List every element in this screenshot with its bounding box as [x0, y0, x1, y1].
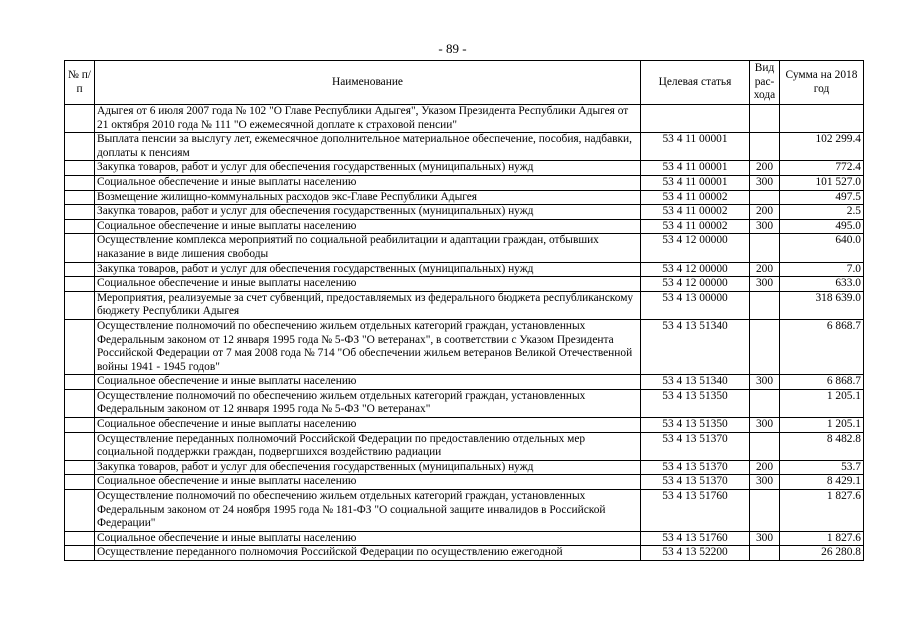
- cell-sum: 101 527.0: [780, 175, 864, 190]
- cell-num: [65, 531, 95, 546]
- cell-num: [65, 432, 95, 460]
- table-row: [65, 432, 864, 460]
- table-row: [65, 375, 864, 390]
- cell-sum: 640.0: [780, 234, 864, 262]
- cell-code: 53 4 13 51340: [641, 319, 750, 374]
- table-row: [65, 105, 864, 133]
- cell-kind: 200: [750, 262, 780, 277]
- cell-num: [65, 375, 95, 390]
- cell-kind: 200: [750, 161, 780, 176]
- cell-name: Возмещение жилищно-коммунальных расходов экс-Главе Республики Адыгея: [95, 190, 641, 205]
- cell-kind: [750, 319, 780, 374]
- cell-num: [65, 161, 95, 176]
- budget-table: [64, 60, 864, 561]
- cell-num: [65, 190, 95, 205]
- cell-code: 53 4 13 51350: [641, 418, 750, 433]
- cell-code: 53 4 13 51760: [641, 490, 750, 532]
- table-row: [65, 175, 864, 190]
- cell-sum: [780, 105, 864, 133]
- cell-sum: 53.7: [780, 460, 864, 475]
- table-row: [65, 490, 864, 532]
- cell-code: 53 4 11 00002: [641, 190, 750, 205]
- cell-code: 53 4 12 00000: [641, 234, 750, 262]
- cell-kind: 300: [750, 418, 780, 433]
- cell-name: Закупка товаров, работ и услуг для обеспечения государственных (муниципальных) нужд: [95, 161, 641, 176]
- cell-name: Социальное обеспечение и иные выплаты населению: [95, 475, 641, 490]
- cell-sum: 7.0: [780, 262, 864, 277]
- cell-code: 53 4 13 00000: [641, 291, 750, 319]
- cell-sum: 1 205.1: [780, 418, 864, 433]
- cell-sum: 497.5: [780, 190, 864, 205]
- cell-num: [65, 105, 95, 133]
- table-row: [65, 460, 864, 475]
- table-row: [65, 389, 864, 417]
- cell-num: [65, 291, 95, 319]
- table-row: [65, 234, 864, 262]
- cell-kind: [750, 291, 780, 319]
- cell-name: Социальное обеспечение и иные выплаты населению: [95, 418, 641, 433]
- cell-name: Осуществление переданных полномочий Российской Федерации по предоставлению отдельных мер социальной поддержки граждан, подвергшихся воздействию радиации: [95, 432, 641, 460]
- header-sum: Сумма на 2018 год: [780, 61, 864, 105]
- cell-name: Осуществление полномочий по обеспечению жильем отдельных категорий граждан, установленных Федеральным законом от 12 января 1995 года № 5-ФЗ "О ветеранах": [95, 389, 641, 417]
- cell-code: 53 4 11 00002: [641, 219, 750, 234]
- cell-kind: [750, 546, 780, 561]
- table-row: [65, 319, 864, 374]
- cell-name: Выплата пенсии за выслугу лет, ежемесячное дополнительное материальное обеспечение, пособия, надбавки, доплаты к пенсиям: [95, 133, 641, 161]
- table-row: [65, 418, 864, 433]
- cell-num: [65, 133, 95, 161]
- header-name: Наименование: [95, 61, 641, 105]
- table-row: [65, 205, 864, 220]
- cell-num: [65, 418, 95, 433]
- cell-code: 53 4 13 51370: [641, 432, 750, 460]
- cell-num: [65, 319, 95, 374]
- table-row: [65, 161, 864, 176]
- cell-num: [65, 234, 95, 262]
- cell-sum: 8 482.8: [780, 432, 864, 460]
- cell-kind: [750, 432, 780, 460]
- cell-code: 53 4 13 51370: [641, 460, 750, 475]
- header-num: № п/п: [65, 61, 95, 105]
- cell-sum: 495.0: [780, 219, 864, 234]
- cell-code: 53 4 11 00002: [641, 205, 750, 220]
- cell-sum: 1 827.6: [780, 490, 864, 532]
- cell-num: [65, 175, 95, 190]
- cell-sum: 772.4: [780, 161, 864, 176]
- table-row: [65, 291, 864, 319]
- header-kind: Вид рас- хода: [750, 61, 780, 105]
- cell-name: Закупка товаров, работ и услуг для обеспечения государственных (муниципальных) нужд: [95, 262, 641, 277]
- cell-name: Социальное обеспечение и иные выплаты населению: [95, 219, 641, 234]
- cell-kind: [750, 105, 780, 133]
- cell-num: [65, 546, 95, 561]
- cell-name: Социальное обеспечение и иные выплаты населению: [95, 375, 641, 390]
- cell-num: [65, 490, 95, 532]
- table-row: [65, 475, 864, 490]
- table-row: [65, 546, 864, 561]
- cell-sum: 1 205.1: [780, 389, 864, 417]
- cell-sum: 1 827.6: [780, 531, 864, 546]
- cell-kind: 200: [750, 460, 780, 475]
- cell-sum: 633.0: [780, 277, 864, 292]
- cell-sum: 2.5: [780, 205, 864, 220]
- cell-code: [641, 105, 750, 133]
- page-number: - 89 -: [438, 41, 467, 56]
- table-body: [65, 105, 864, 561]
- table-row: [65, 531, 864, 546]
- cell-code: 53 4 11 00001: [641, 161, 750, 176]
- cell-sum: 102 299.4: [780, 133, 864, 161]
- cell-code: 53 4 13 52200: [641, 546, 750, 561]
- table-row: [65, 262, 864, 277]
- cell-kind: [750, 490, 780, 532]
- cell-name: Адыгея от 6 июля 2007 года № 102 "О Главе Республики Адыгея", Указом Президента Республики Адыгея от 21 октября 2010 года № 111 "О ежемесячной доплате к страховой пенсии": [95, 105, 641, 133]
- cell-num: [65, 460, 95, 475]
- table-row: [65, 133, 864, 161]
- cell-name: Закупка товаров, работ и услуг для обеспечения государственных (муниципальных) нужд: [95, 460, 641, 475]
- cell-code: 53 4 13 51350: [641, 389, 750, 417]
- cell-code: 53 4 12 00000: [641, 277, 750, 292]
- cell-num: [65, 262, 95, 277]
- cell-num: [65, 277, 95, 292]
- cell-name: Мероприятия, реализуемые за счет субвенций, предоставляемых из федерального бюджета республиканскому бюджету Республики Адыгея: [95, 291, 641, 319]
- cell-code: 53 4 13 51370: [641, 475, 750, 490]
- cell-kind: 300: [750, 375, 780, 390]
- cell-name: Осуществление полномочий по обеспечению жильем отдельных категорий граждан, установленных Федеральным законом от 12 января 1995 года № 5-ФЗ "О ветеранах", в соответствии с Указом Президента Российской Федерации от 7 мая 2008 года № 714 "Об обеспечении жильем ветеранов Великой Отечественной войны 1941 - 1945 годов": [95, 319, 641, 374]
- table-row: [65, 190, 864, 205]
- cell-kind: [750, 389, 780, 417]
- cell-sum: 6 868.7: [780, 375, 864, 390]
- cell-code: 53 4 11 00001: [641, 133, 750, 161]
- cell-name: Осуществление комплекса мероприятий по социальной реабилитации и адаптации граждан, отбывших наказание в виде лишения свободы: [95, 234, 641, 262]
- cell-sum: 6 868.7: [780, 319, 864, 374]
- cell-kind: 300: [750, 475, 780, 490]
- cell-kind: 200: [750, 205, 780, 220]
- cell-sum: 26 280.8: [780, 546, 864, 561]
- cell-name: Социальное обеспечение и иные выплаты населению: [95, 531, 641, 546]
- cell-name: Осуществление полномочий по обеспечению жильем отдельных категорий граждан, установленных Федеральным законом от 24 ноября 1995 года № 181-ФЗ "О социальной защите инвалидов в Российской Федерации": [95, 490, 641, 532]
- cell-num: [65, 205, 95, 220]
- cell-sum: 8 429.1: [780, 475, 864, 490]
- table-row: [65, 277, 864, 292]
- cell-num: [65, 475, 95, 490]
- table-row: [65, 219, 864, 234]
- cell-kind: 300: [750, 531, 780, 546]
- cell-kind: [750, 133, 780, 161]
- cell-name: Социальное обеспечение и иные выплаты населению: [95, 175, 641, 190]
- cell-kind: 300: [750, 175, 780, 190]
- cell-num: [65, 219, 95, 234]
- cell-kind: 300: [750, 219, 780, 234]
- cell-kind: 300: [750, 277, 780, 292]
- cell-kind: [750, 234, 780, 262]
- cell-code: 53 4 12 00000: [641, 262, 750, 277]
- header-code: Целевая статья: [641, 61, 750, 105]
- table-header-row: [65, 61, 864, 105]
- cell-sum: 318 639.0: [780, 291, 864, 319]
- cell-name: Осуществление переданного полномочия Российской Федерации по осуществлению ежегодной: [95, 546, 641, 561]
- cell-name: Социальное обеспечение и иные выплаты населению: [95, 277, 641, 292]
- cell-code: 53 4 11 00001: [641, 175, 750, 190]
- cell-name: Закупка товаров, работ и услуг для обеспечения государственных (муниципальных) нужд: [95, 205, 641, 220]
- cell-code: 53 4 13 51760: [641, 531, 750, 546]
- cell-num: [65, 389, 95, 417]
- cell-kind: [750, 190, 780, 205]
- cell-code: 53 4 13 51340: [641, 375, 750, 390]
